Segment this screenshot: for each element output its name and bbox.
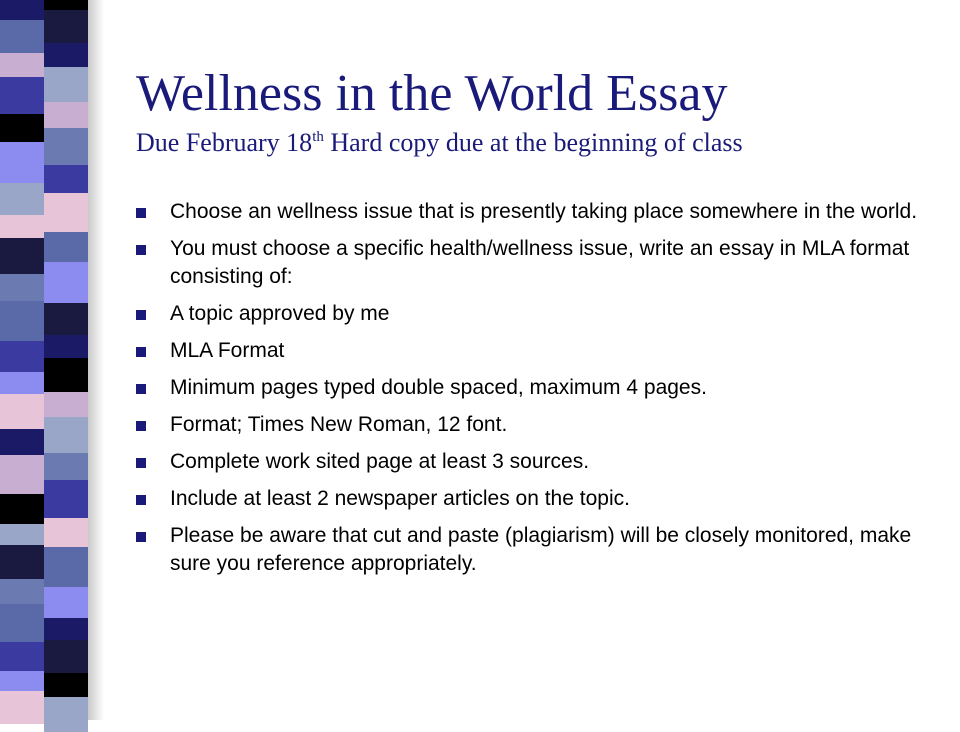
square-bullet-icon <box>136 310 146 320</box>
square-bullet-icon <box>136 384 146 394</box>
strip-block <box>0 114 44 142</box>
bullet-text: MLA Format <box>170 339 285 362</box>
bullet-text: Complete work sited page at least 3 sources. <box>170 450 590 473</box>
strip-block <box>44 67 88 102</box>
bullet-text: A topic approved by me <box>170 302 390 325</box>
square-bullet-icon <box>136 495 146 505</box>
strip-block <box>0 301 44 341</box>
bullet-item <box>134 448 934 476</box>
strip-block <box>44 640 88 673</box>
strip-block <box>0 53 44 77</box>
bullet-text: You must choose a specific health/wellness issue, write an essay in MLA format consisting of: <box>170 237 910 288</box>
strip-block <box>44 165 88 193</box>
bullet-item <box>134 374 934 402</box>
strip-block <box>0 579 44 604</box>
slide-subtitle <box>136 126 936 160</box>
strip-block <box>44 335 88 358</box>
square-bullet-icon <box>136 208 146 218</box>
strip-block <box>44 262 88 303</box>
strip-block <box>0 455 44 494</box>
bullet-text: Please be aware that cut and paste (plagiarism) will be closely monitored, make sure you reference appropriately. <box>170 524 912 575</box>
strip-block <box>0 341 44 372</box>
strip-block <box>44 587 88 618</box>
strip-block <box>0 215 44 238</box>
strip-block <box>0 524 44 545</box>
strip-block <box>44 547 88 587</box>
strip-block <box>0 238 44 274</box>
strip-block <box>44 480 88 518</box>
bullet-item <box>134 485 934 513</box>
bullet-text: Include at least 2 newspaper articles on the topic. <box>170 487 630 510</box>
strip-block <box>0 394 44 429</box>
strip-block <box>0 642 44 671</box>
strip-block <box>0 691 44 724</box>
subtitle-due-date: Due February 18 <box>136 128 313 157</box>
bullet-text: Minimum pages typed double spaced, maximum 4 pages. <box>170 376 707 399</box>
subtitle-ordinal-suffix: th <box>312 129 324 145</box>
strip-block <box>44 43 88 67</box>
strip-block <box>44 102 88 128</box>
bullet-text: Choose an wellness issue that is presently taking place somewhere in the world. <box>170 200 918 223</box>
bullet-item <box>134 522 934 578</box>
strip-block <box>44 128 88 165</box>
strip-block <box>0 429 44 455</box>
strip-block <box>0 545 44 579</box>
bullet-text: Format; Times New Roman, 12 font. <box>170 413 508 436</box>
strip-block <box>44 358 88 392</box>
square-bullet-icon <box>136 347 146 357</box>
strip-block <box>44 697 88 732</box>
slide-title: Wellness in the World Essay <box>136 65 728 122</box>
strip-block <box>0 274 44 301</box>
strip-block <box>44 193 88 232</box>
strip-block <box>44 0 88 10</box>
slide-title-block <box>136 64 936 160</box>
strip-block <box>0 604 44 642</box>
bullet-item <box>134 411 934 439</box>
bullet-item <box>134 337 934 365</box>
square-bullet-icon <box>136 532 146 542</box>
bullet-item <box>134 300 934 328</box>
strip-block <box>0 671 44 691</box>
strip-shadow <box>88 0 104 720</box>
square-bullet-icon <box>136 421 146 431</box>
subtitle-instructions: Hard copy due at the beginning of class <box>323 128 743 157</box>
strip-block <box>44 417 88 453</box>
assignment-bullet-list <box>134 198 934 587</box>
strip-block <box>0 142 44 183</box>
strip-block <box>0 0 44 20</box>
decorative-color-strip <box>0 0 104 720</box>
square-bullet-icon <box>136 458 146 468</box>
strip-block <box>44 10 88 43</box>
strip-block <box>44 518 88 547</box>
strip-block <box>0 77 44 114</box>
strip-block <box>44 392 88 417</box>
strip-block <box>44 232 88 262</box>
strip-block <box>0 183 44 215</box>
strip-block <box>44 673 88 697</box>
bullet-item <box>134 198 934 226</box>
strip-block <box>0 20 44 53</box>
strip-block <box>44 303 88 335</box>
bullet-item <box>134 235 934 291</box>
square-bullet-icon <box>136 245 146 255</box>
strip-block <box>44 618 88 640</box>
strip-block <box>0 494 44 524</box>
strip-block <box>44 453 88 480</box>
strip-block <box>0 372 44 394</box>
